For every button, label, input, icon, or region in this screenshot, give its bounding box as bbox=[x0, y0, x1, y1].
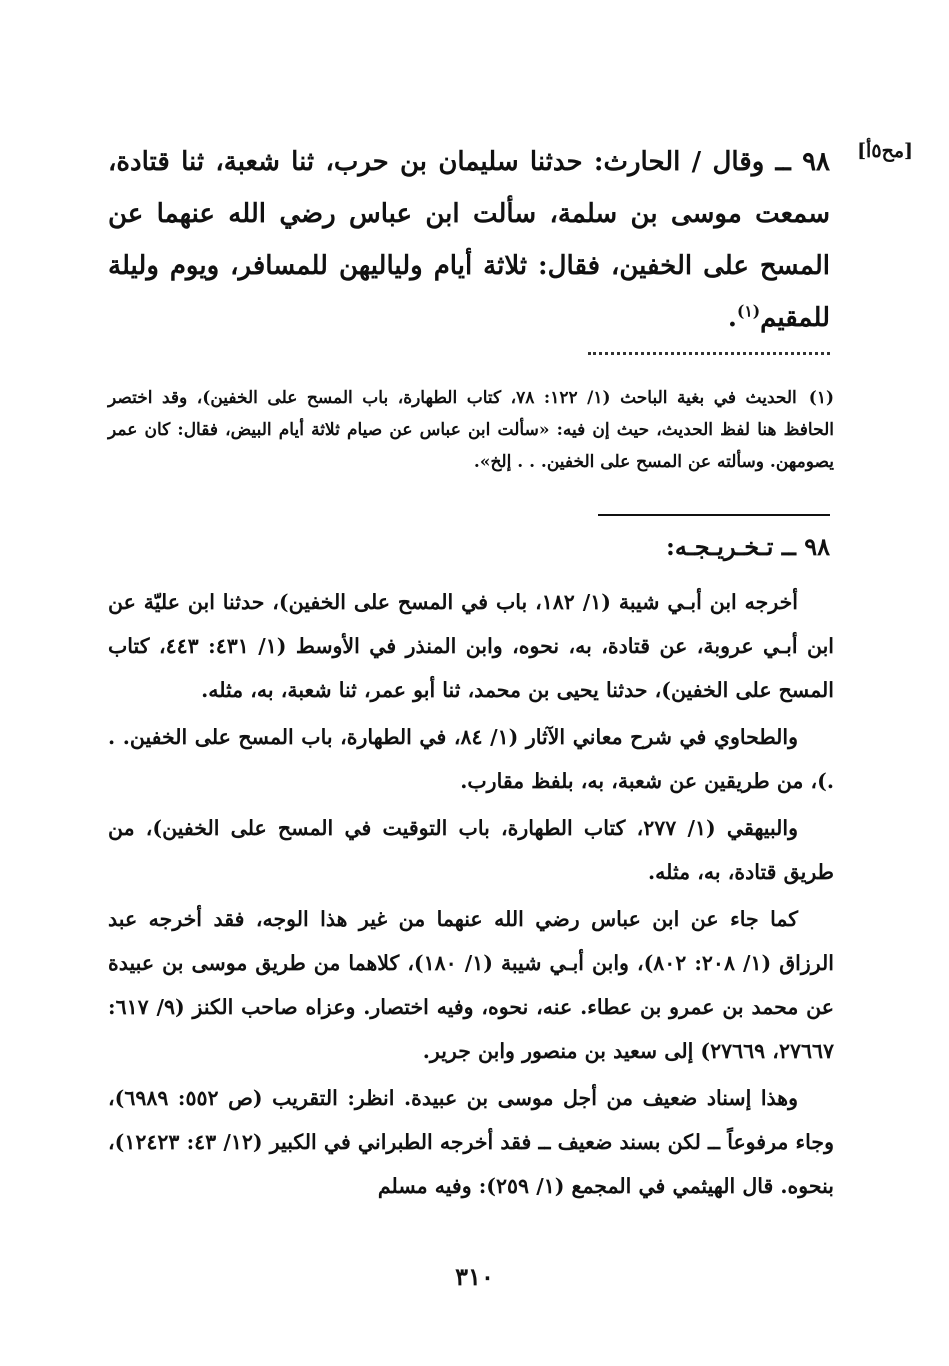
paragraph: كما جاء عن ابن عباس رضي الله عنهما من غير هذا الوجه، فقد أخرجه عبد الرزاق (١/ ٢٠٨: ٨٠٢)، وابن أبـي شيبة (١/ ١٨٠)، كلاهما من طريق موسى بن عبيدة عن محمد بن عمرو بن عطاء. عنه، نحوه، وفيه اختصار. وعزاه صاحب الكنز (٩/ ٦١٧: ٢٧٦٦٧، ٢٧٦٦٩) إلى سعيد بن منصور وابن جرير. bbox=[108, 907, 835, 1063]
footnote-separator-dots bbox=[588, 352, 830, 355]
hadith-body: ٩٨ ــ وقال / الحارث: حدثنا سليمان بن حرب، ثنا شعبة، ثنا قتادة، سمعت موسى بن سلمة، سألت ابن عباس رضي الله عنهما عن المسح على الخفين، فقال: ثلاثة أيام ولياليهن للمسافر، ويوم وليلة للمقيم bbox=[108, 147, 830, 333]
footnote-number: (١) bbox=[808, 388, 834, 408]
section-title: ٩٨ ــ تـخـريـجـه: bbox=[666, 532, 830, 561]
takhrij-body bbox=[108, 580, 834, 1211]
section-divider-line bbox=[598, 514, 830, 516]
paragraph: والطحاوي في شرح معاني الآثار (١/ ٨٤، في الطهارة، باب المسح على الخفين. . .)، من طريقين عن شعبة، به، بلفظ مقارب. bbox=[108, 725, 834, 793]
footnote-text: الحديث في بغية الباحث (١/ ١٢٢: ٧٨، كتاب الطهارة، باب المسح على الخفين)، وقد اختصر الحافظ هنا لفظ الحديث، حيث إن فيه: «سألت ابن عباس عن صيام ثلاثة أيام البيض، فقال: كان عمر يصومهن. وسألته عن المسح على الخفين. . . إلخ». bbox=[108, 388, 834, 472]
page-number: ٣١٠ bbox=[455, 1262, 494, 1291]
footnote-marker: (١) bbox=[736, 301, 761, 321]
paragraph: أخرجه ابن أبـي شيبة (١/ ١٨٢، باب في المسح على الخفين)، حدثنا ابن عليّة عن ابن أبـي عروبة، عن قتادة، به، نحوه، وابن المنذر في الأوسط (١/ ٤٣١: ٤٤٣، كتاب المسح على الخفين)، حدثنا يحيى بن محمد، ثنا أبو عمر، ثنا شعبة، به، مثله. bbox=[108, 590, 834, 702]
manuscript-margin-reference: [مح٥أ] bbox=[857, 140, 913, 162]
hadith-end-punct: . bbox=[727, 303, 737, 333]
footnote bbox=[108, 382, 834, 478]
paragraph: والبيهقي (١/ ٢٧٧، كتاب الطهارة، باب التوقيت في المسح على الخفين)، من طريق قتادة، به، مثله. bbox=[108, 816, 834, 884]
hadith-text bbox=[108, 136, 830, 344]
paragraph: وهذا إسناد ضعيف من أجل موسى بن عبيدة. انظر: التقريب (ص ٥٥٢: ٦٩٨٩)، وجاء مرفوعاً ــ لكن بسند ضعيف ــ فقد أخرجه الطبراني في الكبير (١٢/ ٤٣: ١٢٤٢٣)، بنحوه. قال الهيثمي في المجمع (١/ ٢٥٩): وفيه مسلم bbox=[108, 1086, 834, 1198]
